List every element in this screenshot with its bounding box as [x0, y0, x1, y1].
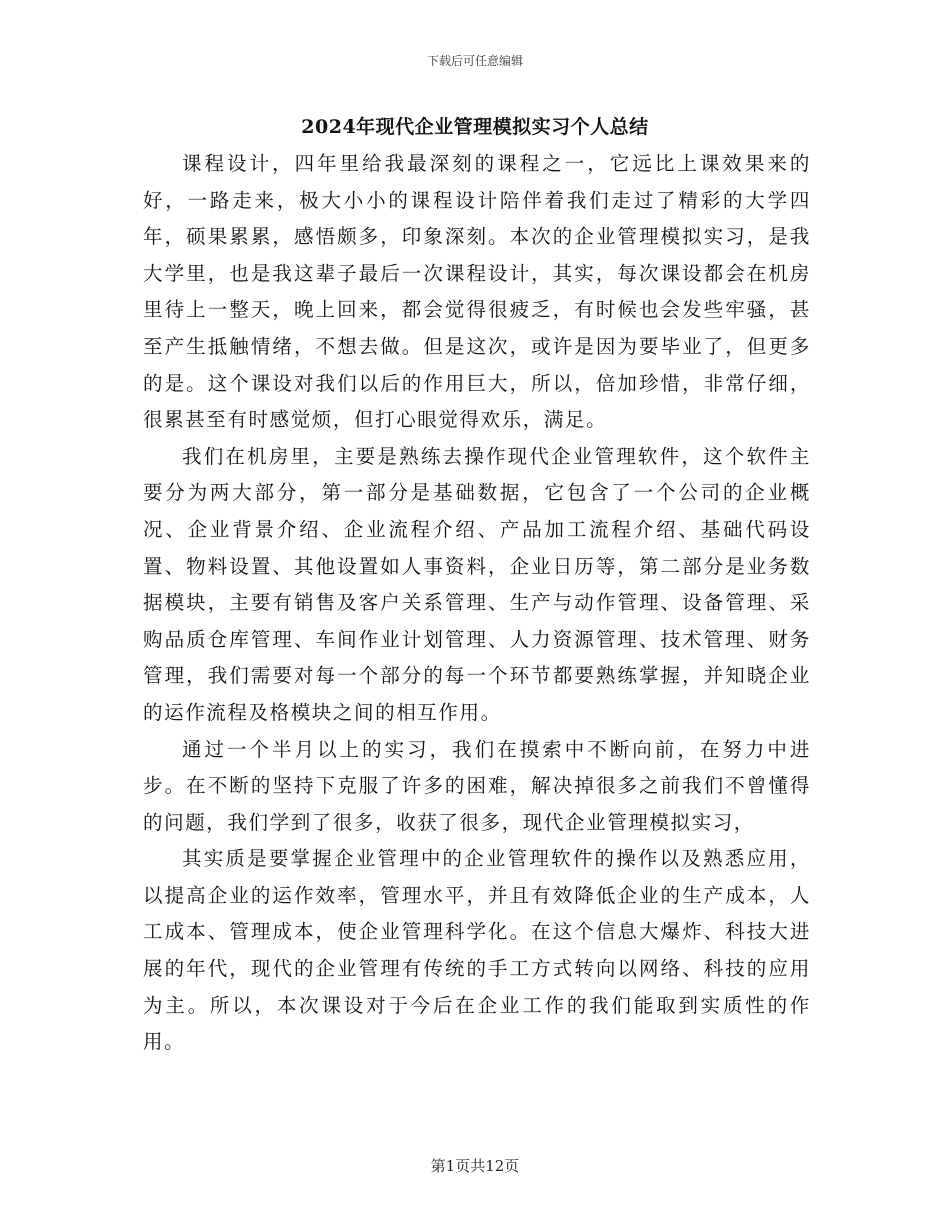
document-body [143, 146, 811, 1061]
paragraph-2: 我们在机房里，主要是熟练去操作现代企业管理软件，这个软件主要分为两大部分，第一部分是基础数据，它包含了一个公司的企业概况、企业背景介绍、企业流程介绍、产品加工流程介绍、基础代码设置、物料设置、其他设置如人事资料，企业日历等，第二部分是业务数据模块，主要有销售及客户关系管理、生产与动作管理、设备管理、采购品质仓库管理、车间作业计划管理、人力资源管理、技术管理、财务管理，我们需要对每一个部分的每一个环节都要熟练掌握，并知晓企业的运作流程及格模块之间的相互作用。 [143, 444, 811, 724]
document-title: 2024年现代企业管理模拟实习个人总结 [301, 116, 649, 138]
paragraph-1: 课程设计，四年里给我最深刻的课程之一，它远比上课效果来的好，一路走来，极大小小的课程设计陪伴着我们走过了精彩的大学四年，硕果累累，感悟颇多，印象深刻。本次的企业管理模拟实习，是我大学里，也是我这辈子最后一次课程设计，其实，每次课设都会在机房里待上一整天，晚上回来，都会觉得很疲乏，有时候也会发些牢骚，甚至产生抵触情绪，不想去做。但是这次，或许是因为要毕业了，但更多的是。这个课设对我们以后的作用巨大，所以，倍加珍惜，非常仔细，很累甚至有时感觉烦，但打心眼觉得欢乐，满足。 [143, 152, 811, 432]
paragraph-3: 通过一个半月以上的实习，我们在摸索中不断向前，在努力中进步。在不断的坚持下克服了许多的困难，解决掉很多之前我们不曾懂得的问题，我们学到了很多，收获了很多，现代企业管理模拟实习， [143, 737, 811, 834]
page-header-note: 下载后可任意编辑 [426, 54, 523, 68]
paragraph-4: 其实质是要掌握企业管理中的企业管理软件的操作以及熟悉应用，以提高企业的运作效率，管理水平，并且有效降低企业的生产成本，人工成本、管理成本，使企业管理科学化。在这个信息大爆炸、科技大进展的年代，现代的企业管理有传统的手工方式转向以网络、科技的应用为主。所以，本次课设对于今后在企业工作的我们能取到实质性的作用。 [143, 847, 811, 1054]
page-number: 第1页共12页 [430, 1157, 520, 1175]
